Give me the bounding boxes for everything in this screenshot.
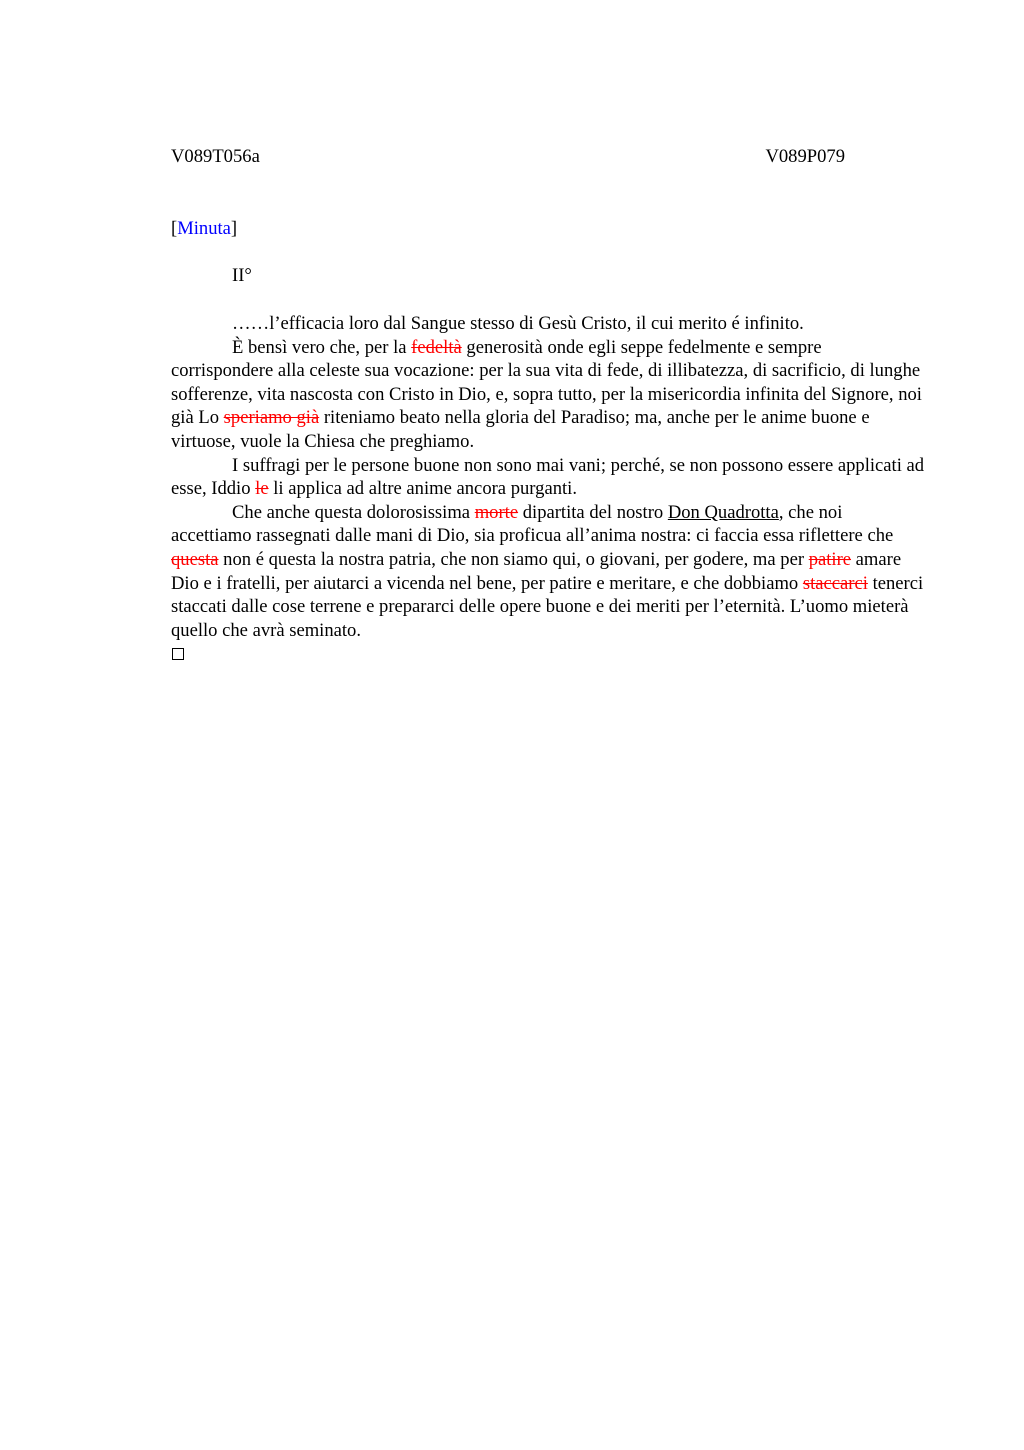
paragraph-4-text-2: dipartita del nostro: [518, 501, 668, 523]
deleted-word: le: [255, 478, 269, 500]
paragraph-1: [171, 312, 926, 336]
paragraph-4: [171, 501, 926, 643]
paragraph-4-text-1: Che anche questa dolorosissima: [232, 501, 475, 523]
minuta-label-text: Minuta: [177, 218, 231, 239]
deleted-word: morte: [474, 501, 519, 523]
body-text: [171, 312, 926, 642]
document-header: [171, 145, 845, 169]
deleted-word: speriamo già: [223, 407, 320, 429]
label-open-bracket: [: [171, 218, 178, 239]
document-code-left: V089T056a: [171, 146, 260, 167]
deleted-word: staccarci: [802, 572, 868, 594]
document-page: [171, 145, 926, 667]
deleted-word: patire: [808, 548, 852, 570]
document-code-right: V089P079: [765, 146, 845, 167]
deleted-word: fedeltà: [411, 336, 462, 358]
paragraph-2-text-1: È bensì vero che, per la: [232, 336, 412, 358]
paragraph-4-text-6: tenerci staccati dalle cose terrene e prepararci delle opere buone e dei meriti per l’eternità. L’uomo mieterà quello che avrà seminato.: [171, 572, 924, 641]
paragraph-4-text-5: amare Dio e i fratelli, per aiutarci a vicenda nel bene, per patire e meritare, e che dobbiamo: [171, 548, 902, 594]
paragraph-4-text-3: , che noi accettiamo rassegnati dalle mani di Dio, sia proficua all’anima nostra: ci faccia essa riflettere che: [171, 501, 894, 547]
minuta-label: [171, 217, 926, 241]
paragraph-4-text-4: non é questa la nostra patria, che non siamo qui, o giovani, per godere, ma per: [218, 548, 809, 570]
paragraph-3-text-2: li applica ad altre anime ancora purganti.: [268, 478, 577, 500]
paragraph-2-text-2: generosità onde egli seppe fedelmente e sempre corrispondere alla celeste sua vocazione: per la sua vita di fede, di illibatezza, di sacrificio, di lunghe sofferenze, vita nascosta con Cristo in Dio, e, sopra tutto, per la misericordia infinita del Signore, noi già Lo: [171, 336, 922, 429]
label-close-bracket: ]: [230, 218, 238, 239]
deleted-word: questa: [171, 548, 219, 570]
underlined-name: Don Quadrotta: [667, 501, 779, 523]
paragraph-1-text: ……l’efficacia loro dal Sangue stesso di Gesù Cristo, il cui merito é infinito.: [232, 313, 804, 334]
paragraph-3: [171, 454, 926, 501]
paragraph-3-text-1: I suffragi per le persone buone non sono mai vani; perché, se non possono essere applicati ad esse, Iddio: [171, 454, 925, 500]
section-number: II°: [232, 265, 252, 286]
end-square-icon: [172, 648, 184, 660]
paragraph-2: [171, 336, 926, 454]
paragraph-2-text-3: riteniamo beato nella gloria del Paradiso; ma, anche per le anime buone e virtuose, vuole la Chiesa che preghiamo.: [171, 407, 870, 452]
